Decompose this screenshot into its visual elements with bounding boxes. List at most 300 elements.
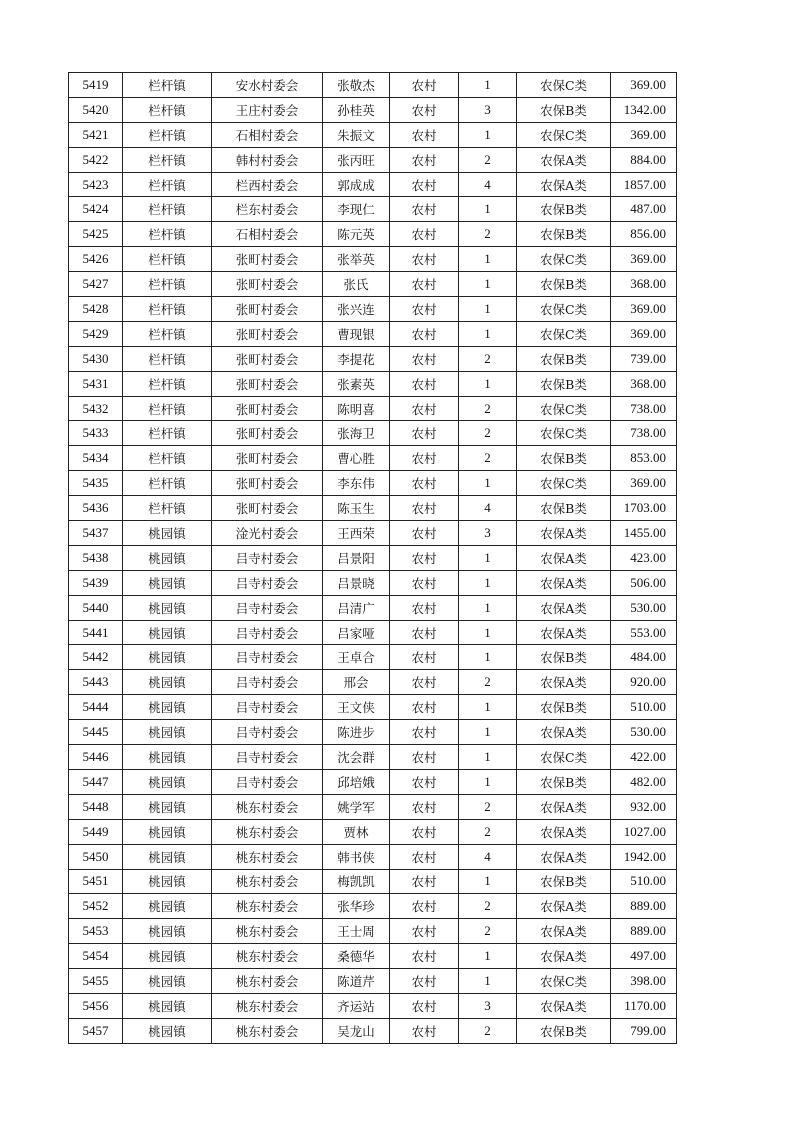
person-name-cell: 张素英 [323, 371, 390, 396]
town-cell: 桃园镇 [123, 720, 212, 745]
insurance-category-cell: 农保A类 [517, 147, 611, 172]
town-cell: 桃园镇 [123, 620, 212, 645]
amount-cell: 889.00 [611, 919, 677, 944]
table-row [69, 745, 677, 770]
serial-number-cell: 5438 [69, 545, 123, 570]
amount-cell: 1342.00 [611, 97, 677, 122]
amount-cell: 920.00 [611, 670, 677, 695]
village-committee-cell: 桃东村委会 [212, 1018, 323, 1043]
amount-cell: 510.00 [611, 869, 677, 894]
table-row [69, 819, 677, 844]
household-type-cell: 农村 [390, 869, 459, 894]
village-committee-cell: 石相村委会 [212, 222, 323, 247]
town-cell: 桃园镇 [123, 969, 212, 994]
family-size-cell: 2 [459, 670, 517, 695]
household-type-cell: 农村 [390, 769, 459, 794]
town-cell: 桃园镇 [123, 869, 212, 894]
person-name-cell: 吴龙山 [323, 1018, 390, 1043]
amount-cell: 799.00 [611, 1018, 677, 1043]
person-name-cell: 李东伟 [323, 471, 390, 496]
town-cell: 栏杆镇 [123, 247, 212, 272]
family-size-cell: 1 [459, 720, 517, 745]
serial-number-cell: 5449 [69, 819, 123, 844]
family-size-cell: 4 [459, 496, 517, 521]
village-committee-cell: 张町村委会 [212, 346, 323, 371]
household-type-cell: 农村 [390, 670, 459, 695]
amount-cell: 368.00 [611, 272, 677, 297]
insurance-category-cell: 农保B类 [517, 695, 611, 720]
household-type-cell: 农村 [390, 944, 459, 969]
amount-cell: 1703.00 [611, 496, 677, 521]
insurance-category-cell: 农保A类 [517, 819, 611, 844]
insurance-category-cell: 农保A类 [517, 570, 611, 595]
household-type-cell: 农村 [390, 247, 459, 272]
insurance-category-cell: 农保B类 [517, 272, 611, 297]
person-name-cell: 曹心胜 [323, 446, 390, 471]
family-size-cell: 1 [459, 247, 517, 272]
table-row [69, 247, 677, 272]
household-type-cell: 农村 [390, 919, 459, 944]
village-committee-cell: 桃东村委会 [212, 844, 323, 869]
insurance-category-cell: 农保B类 [517, 446, 611, 471]
village-committee-cell: 吕寺村委会 [212, 670, 323, 695]
village-committee-cell: 张町村委会 [212, 247, 323, 272]
person-name-cell: 孙桂英 [323, 97, 390, 122]
household-type-cell: 农村 [390, 844, 459, 869]
town-cell: 栏杆镇 [123, 97, 212, 122]
table-row [69, 645, 677, 670]
serial-number-cell: 5455 [69, 969, 123, 994]
household-type-cell: 农村 [390, 396, 459, 421]
village-committee-cell: 张町村委会 [212, 371, 323, 396]
family-size-cell: 2 [459, 421, 517, 446]
table-row [69, 297, 677, 322]
person-name-cell: 张兴连 [323, 297, 390, 322]
family-size-cell: 1 [459, 570, 517, 595]
table-row [69, 471, 677, 496]
family-size-cell: 1 [459, 471, 517, 496]
person-name-cell: 韩书侠 [323, 844, 390, 869]
serial-number-cell: 5440 [69, 595, 123, 620]
village-committee-cell: 桃东村委会 [212, 919, 323, 944]
serial-number-cell: 5436 [69, 496, 123, 521]
serial-number-cell: 5450 [69, 844, 123, 869]
table-row [69, 545, 677, 570]
table-row [69, 969, 677, 994]
insurance-category-cell: 农保B类 [517, 97, 611, 122]
person-name-cell: 王文侠 [323, 695, 390, 720]
household-type-cell: 农村 [390, 446, 459, 471]
household-type-cell: 农村 [390, 595, 459, 620]
person-name-cell: 王西荣 [323, 521, 390, 546]
family-size-cell: 1 [459, 620, 517, 645]
town-cell: 桃园镇 [123, 844, 212, 869]
family-size-cell: 2 [459, 147, 517, 172]
family-size-cell: 1 [459, 645, 517, 670]
person-name-cell: 张华珍 [323, 894, 390, 919]
person-name-cell: 陈玉生 [323, 496, 390, 521]
town-cell: 桃园镇 [123, 670, 212, 695]
table-row [69, 670, 677, 695]
person-name-cell: 吕景阳 [323, 545, 390, 570]
household-type-cell: 农村 [390, 969, 459, 994]
person-name-cell: 张氏 [323, 272, 390, 297]
household-type-cell: 农村 [390, 346, 459, 371]
serial-number-cell: 5429 [69, 321, 123, 346]
table-row [69, 396, 677, 421]
amount-cell: 423.00 [611, 545, 677, 570]
family-size-cell: 1 [459, 595, 517, 620]
amount-cell: 398.00 [611, 969, 677, 994]
person-name-cell: 张丙旺 [323, 147, 390, 172]
person-name-cell: 桑德华 [323, 944, 390, 969]
table-row [69, 720, 677, 745]
town-cell: 栏杆镇 [123, 73, 212, 98]
town-cell: 桃园镇 [123, 595, 212, 620]
person-name-cell: 郭成成 [323, 172, 390, 197]
serial-number-cell: 5431 [69, 371, 123, 396]
person-name-cell: 朱振文 [323, 122, 390, 147]
serial-number-cell: 5457 [69, 1018, 123, 1043]
family-size-cell: 1 [459, 695, 517, 720]
family-size-cell: 1 [459, 371, 517, 396]
table-row [69, 446, 677, 471]
town-cell: 栏杆镇 [123, 371, 212, 396]
household-type-cell: 农村 [390, 297, 459, 322]
household-type-cell: 农村 [390, 819, 459, 844]
serial-number-cell: 5424 [69, 197, 123, 222]
amount-cell: 484.00 [611, 645, 677, 670]
town-cell: 栏杆镇 [123, 496, 212, 521]
insurance-category-cell: 农保A类 [517, 919, 611, 944]
serial-number-cell: 5425 [69, 222, 123, 247]
amount-cell: 369.00 [611, 297, 677, 322]
person-name-cell: 梅凯凯 [323, 869, 390, 894]
household-type-cell: 农村 [390, 73, 459, 98]
family-size-cell: 3 [459, 521, 517, 546]
town-cell: 栏杆镇 [123, 172, 212, 197]
family-size-cell: 2 [459, 794, 517, 819]
table-row [69, 147, 677, 172]
serial-number-cell: 5442 [69, 645, 123, 670]
table-row [69, 844, 677, 869]
insurance-category-cell: 农保C类 [517, 969, 611, 994]
amount-cell: 1455.00 [611, 521, 677, 546]
person-name-cell: 王士周 [323, 919, 390, 944]
insurance-category-cell: 农保C类 [517, 73, 611, 98]
family-size-cell: 1 [459, 122, 517, 147]
family-size-cell: 2 [459, 222, 517, 247]
person-name-cell: 吕家哑 [323, 620, 390, 645]
village-committee-cell: 张町村委会 [212, 496, 323, 521]
village-committee-cell: 桃东村委会 [212, 894, 323, 919]
amount-cell: 530.00 [611, 720, 677, 745]
amount-cell: 738.00 [611, 421, 677, 446]
table-row [69, 371, 677, 396]
household-type-cell: 农村 [390, 720, 459, 745]
village-committee-cell: 吕寺村委会 [212, 645, 323, 670]
village-committee-cell: 桃东村委会 [212, 819, 323, 844]
village-committee-cell: 吕寺村委会 [212, 595, 323, 620]
town-cell: 桃园镇 [123, 745, 212, 770]
serial-number-cell: 5444 [69, 695, 123, 720]
village-committee-cell: 栏东村委会 [212, 197, 323, 222]
household-type-cell: 农村 [390, 645, 459, 670]
insurance-category-cell: 农保B类 [517, 222, 611, 247]
amount-cell: 369.00 [611, 122, 677, 147]
amount-cell: 1027.00 [611, 819, 677, 844]
town-cell: 桃园镇 [123, 695, 212, 720]
town-cell: 栏杆镇 [123, 346, 212, 371]
person-name-cell: 吕清广 [323, 595, 390, 620]
town-cell: 桃园镇 [123, 919, 212, 944]
village-committee-cell: 吕寺村委会 [212, 570, 323, 595]
serial-number-cell: 5441 [69, 620, 123, 645]
household-type-cell: 农村 [390, 993, 459, 1018]
amount-cell: 853.00 [611, 446, 677, 471]
insurance-category-cell: 农保C类 [517, 247, 611, 272]
amount-cell: 889.00 [611, 894, 677, 919]
household-type-cell: 农村 [390, 421, 459, 446]
insurance-category-cell: 农保B类 [517, 371, 611, 396]
amount-cell: 422.00 [611, 745, 677, 770]
amount-cell: 482.00 [611, 769, 677, 794]
town-cell: 桃园镇 [123, 521, 212, 546]
village-committee-cell: 桃东村委会 [212, 794, 323, 819]
town-cell: 栏杆镇 [123, 446, 212, 471]
table-row [69, 695, 677, 720]
household-type-cell: 农村 [390, 122, 459, 147]
family-size-cell: 1 [459, 321, 517, 346]
table-row [69, 73, 677, 98]
serial-number-cell: 5435 [69, 471, 123, 496]
amount-cell: 368.00 [611, 371, 677, 396]
table-row [69, 993, 677, 1018]
table-row [69, 794, 677, 819]
amount-cell: 369.00 [611, 321, 677, 346]
town-cell: 栏杆镇 [123, 396, 212, 421]
village-committee-cell: 栏西村委会 [212, 172, 323, 197]
insurance-category-cell: 农保A类 [517, 545, 611, 570]
serial-number-cell: 5432 [69, 396, 123, 421]
town-cell: 栏杆镇 [123, 272, 212, 297]
serial-number-cell: 5430 [69, 346, 123, 371]
table-row [69, 272, 677, 297]
table-row [69, 496, 677, 521]
person-name-cell: 张举英 [323, 247, 390, 272]
insurance-category-cell: 农保C类 [517, 122, 611, 147]
person-name-cell: 陈元英 [323, 222, 390, 247]
data-table [68, 72, 677, 1044]
amount-cell: 738.00 [611, 396, 677, 421]
family-size-cell: 4 [459, 172, 517, 197]
amount-cell: 487.00 [611, 197, 677, 222]
household-type-cell: 农村 [390, 97, 459, 122]
table-row [69, 769, 677, 794]
insurance-category-cell: 农保C类 [517, 321, 611, 346]
insurance-category-cell: 农保B类 [517, 346, 611, 371]
amount-cell: 510.00 [611, 695, 677, 720]
town-cell: 栏杆镇 [123, 421, 212, 446]
person-name-cell: 张敬杰 [323, 73, 390, 98]
town-cell: 桃园镇 [123, 993, 212, 1018]
household-type-cell: 农村 [390, 321, 459, 346]
serial-number-cell: 5434 [69, 446, 123, 471]
family-size-cell: 1 [459, 769, 517, 794]
insurance-category-cell: 农保B类 [517, 1018, 611, 1043]
insurance-category-cell: 农保C类 [517, 745, 611, 770]
town-cell: 桃园镇 [123, 645, 212, 670]
person-name-cell: 吕景晓 [323, 570, 390, 595]
village-committee-cell: 吕寺村委会 [212, 769, 323, 794]
insurance-category-cell: 农保B类 [517, 496, 611, 521]
serial-number-cell: 5453 [69, 919, 123, 944]
amount-cell: 884.00 [611, 147, 677, 172]
insurance-category-cell: 农保A类 [517, 595, 611, 620]
person-name-cell: 陈道芹 [323, 969, 390, 994]
village-committee-cell: 桃东村委会 [212, 869, 323, 894]
person-name-cell: 贾林 [323, 819, 390, 844]
household-type-cell: 农村 [390, 521, 459, 546]
serial-number-cell: 5447 [69, 769, 123, 794]
insurance-category-cell: 农保A类 [517, 844, 611, 869]
insurance-category-cell: 农保A类 [517, 894, 611, 919]
amount-cell: 1942.00 [611, 844, 677, 869]
person-name-cell: 沈会群 [323, 745, 390, 770]
amount-cell: 369.00 [611, 73, 677, 98]
village-committee-cell: 吕寺村委会 [212, 720, 323, 745]
village-committee-cell: 张町村委会 [212, 421, 323, 446]
family-size-cell: 1 [459, 944, 517, 969]
household-type-cell: 农村 [390, 147, 459, 172]
household-type-cell: 农村 [390, 620, 459, 645]
household-type-cell: 农村 [390, 695, 459, 720]
insurance-category-cell: 农保A类 [517, 670, 611, 695]
town-cell: 栏杆镇 [123, 321, 212, 346]
village-committee-cell: 吕寺村委会 [212, 545, 323, 570]
table-row [69, 197, 677, 222]
insurance-category-cell: 农保A类 [517, 993, 611, 1018]
serial-number-cell: 5420 [69, 97, 123, 122]
serial-number-cell: 5426 [69, 247, 123, 272]
insurance-category-cell: 农保C类 [517, 396, 611, 421]
village-committee-cell: 桃东村委会 [212, 969, 323, 994]
table-row [69, 919, 677, 944]
serial-number-cell: 5446 [69, 745, 123, 770]
serial-number-cell: 5433 [69, 421, 123, 446]
amount-cell: 497.00 [611, 944, 677, 969]
table-row [69, 346, 677, 371]
insurance-category-cell: 农保C类 [517, 421, 611, 446]
table-row [69, 321, 677, 346]
town-cell: 桃园镇 [123, 819, 212, 844]
village-committee-cell: 淦光村委会 [212, 521, 323, 546]
serial-number-cell: 5419 [69, 73, 123, 98]
town-cell: 桃园镇 [123, 769, 212, 794]
town-cell: 栏杆镇 [123, 197, 212, 222]
amount-cell: 553.00 [611, 620, 677, 645]
insurance-category-cell: 农保C类 [517, 471, 611, 496]
serial-number-cell: 5422 [69, 147, 123, 172]
household-type-cell: 农村 [390, 894, 459, 919]
person-name-cell: 李提花 [323, 346, 390, 371]
person-name-cell: 曹现银 [323, 321, 390, 346]
village-committee-cell: 韩村村委会 [212, 147, 323, 172]
town-cell: 栏杆镇 [123, 222, 212, 247]
table-row [69, 122, 677, 147]
village-committee-cell: 张町村委会 [212, 446, 323, 471]
person-name-cell: 王卓合 [323, 645, 390, 670]
table-row [69, 869, 677, 894]
household-type-cell: 农村 [390, 794, 459, 819]
town-cell: 栏杆镇 [123, 147, 212, 172]
person-name-cell: 陈进步 [323, 720, 390, 745]
serial-number-cell: 5454 [69, 944, 123, 969]
household-type-cell: 农村 [390, 222, 459, 247]
serial-number-cell: 5452 [69, 894, 123, 919]
insurance-category-cell: 农保B类 [517, 869, 611, 894]
family-size-cell: 1 [459, 545, 517, 570]
family-size-cell: 1 [459, 297, 517, 322]
household-type-cell: 农村 [390, 545, 459, 570]
insurance-category-cell: 农保A类 [517, 720, 611, 745]
insurance-category-cell: 农保A类 [517, 172, 611, 197]
village-committee-cell: 张町村委会 [212, 321, 323, 346]
amount-cell: 856.00 [611, 222, 677, 247]
person-name-cell: 姚学军 [323, 794, 390, 819]
table-row [69, 222, 677, 247]
household-type-cell: 农村 [390, 197, 459, 222]
village-committee-cell: 王庄村委会 [212, 97, 323, 122]
family-size-cell: 1 [459, 197, 517, 222]
household-type-cell: 农村 [390, 272, 459, 297]
serial-number-cell: 5423 [69, 172, 123, 197]
town-cell: 桃园镇 [123, 944, 212, 969]
family-size-cell: 2 [459, 346, 517, 371]
household-type-cell: 农村 [390, 371, 459, 396]
insurance-category-cell: 农保A类 [517, 794, 611, 819]
family-size-cell: 1 [459, 869, 517, 894]
town-cell: 桃园镇 [123, 1018, 212, 1043]
person-name-cell: 陈明喜 [323, 396, 390, 421]
insurance-category-cell: 农保C类 [517, 297, 611, 322]
table-row [69, 944, 677, 969]
village-committee-cell: 张町村委会 [212, 272, 323, 297]
household-type-cell: 农村 [390, 745, 459, 770]
serial-number-cell: 5443 [69, 670, 123, 695]
table-row [69, 894, 677, 919]
person-name-cell: 李现仁 [323, 197, 390, 222]
insurance-category-cell: 农保B类 [517, 769, 611, 794]
village-committee-cell: 吕寺村委会 [212, 620, 323, 645]
amount-cell: 506.00 [611, 570, 677, 595]
table-row [69, 97, 677, 122]
family-size-cell: 2 [459, 819, 517, 844]
serial-number-cell: 5439 [69, 570, 123, 595]
insurance-category-cell: 农保A类 [517, 521, 611, 546]
household-type-cell: 农村 [390, 1018, 459, 1043]
amount-cell: 1857.00 [611, 172, 677, 197]
serial-number-cell: 5445 [69, 720, 123, 745]
family-size-cell: 3 [459, 97, 517, 122]
village-committee-cell: 张町村委会 [212, 471, 323, 496]
family-size-cell: 3 [459, 993, 517, 1018]
table-row [69, 421, 677, 446]
insurance-category-cell: 农保B类 [517, 645, 611, 670]
table-row [69, 570, 677, 595]
town-cell: 桃园镇 [123, 545, 212, 570]
town-cell: 桃园镇 [123, 894, 212, 919]
